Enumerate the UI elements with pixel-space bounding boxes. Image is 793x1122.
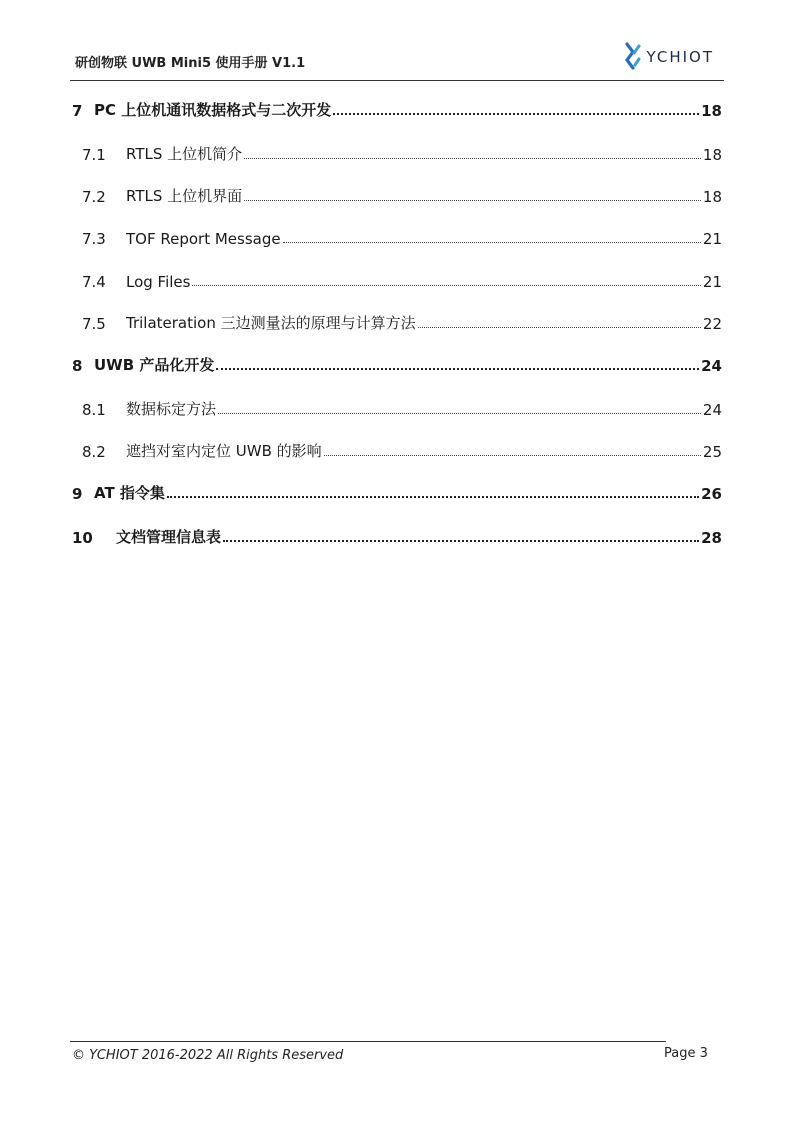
toc-entry-7[interactable] <box>70 96 722 120</box>
toc-page: 24 <box>701 357 722 375</box>
toc-number: 7.4 <box>82 273 106 291</box>
footer-page-number: Page 3 <box>664 1046 708 1061</box>
toc-number: 10 <box>72 529 93 547</box>
toc-number: 7.2 <box>82 188 106 206</box>
toc-leader <box>192 285 700 286</box>
toc-title: Trilateration 三边测量法的原理与计算方法 <box>126 314 416 332</box>
toc-page: 21 <box>702 230 722 248</box>
document-title: 研创物联 UWB Mini5 使用手册 V1.1 <box>75 56 306 71</box>
toc-leader <box>218 413 701 414</box>
toc-number: 7.5 <box>82 315 106 333</box>
toc-entry-10[interactable] <box>70 523 722 547</box>
toc-page: 24 <box>702 401 722 419</box>
toc-leader <box>216 368 699 370</box>
company-logo <box>625 42 715 72</box>
toc-page: 22 <box>702 315 722 333</box>
toc-title: TOF Report Message <box>126 230 281 248</box>
toc-leader <box>244 200 701 201</box>
toc-entry-8[interactable] <box>70 351 722 375</box>
toc-page: 18 <box>702 188 722 206</box>
toc-number: 8.1 <box>82 401 106 419</box>
toc-leader <box>324 455 701 456</box>
toc-title: RTLS 上位机简介 <box>126 145 243 163</box>
toc-page: 18 <box>701 102 722 120</box>
toc-page: 21 <box>702 273 722 291</box>
toc-number: 7.1 <box>82 146 106 164</box>
toc-entry-9[interactable] <box>70 479 722 503</box>
logo-text: YCHIOT <box>646 48 714 66</box>
footer-copyright: © YCHIOT 2016-2022 All Rights Reserved <box>72 1048 344 1063</box>
toc-page: 18 <box>702 146 722 164</box>
toc-page: 25 <box>702 443 722 461</box>
toc-leader <box>244 158 701 159</box>
toc-entry-8-1[interactable] <box>70 395 722 419</box>
toc-entry-8-2[interactable] <box>70 437 722 461</box>
toc-leader <box>333 113 699 115</box>
toc-entry-7-1[interactable] <box>70 140 722 164</box>
toc-number: 7.3 <box>82 230 106 248</box>
toc-entry-7-5[interactable] <box>70 309 722 333</box>
toc-entry-7-3[interactable] <box>70 224 722 248</box>
ychiot-logo-icon <box>625 42 641 72</box>
toc-title: AT 指令集 <box>94 484 165 502</box>
toc-entry-7-2[interactable] <box>70 182 722 206</box>
toc-title: 文档管理信息表 <box>116 528 222 546</box>
toc-page: 28 <box>701 529 722 547</box>
toc-title: 数据标定方法 <box>126 400 217 418</box>
toc-title: 遮挡对室内定位 UWB 的影响 <box>126 442 322 460</box>
page-header <box>70 40 724 81</box>
toc-leader <box>418 327 701 328</box>
toc-number: 9 <box>72 485 83 503</box>
toc-title: PC 上位机通讯数据格式与二次开发 <box>94 101 332 119</box>
toc-leader <box>283 242 701 243</box>
toc-leader <box>223 540 699 542</box>
toc-title: RTLS 上位机界面 <box>126 187 243 205</box>
toc-number: 8.2 <box>82 443 106 461</box>
toc-title: UWB 产品化开发 <box>94 356 215 374</box>
toc-title: Log Files <box>126 273 191 291</box>
toc-page: 26 <box>701 485 722 503</box>
toc-entry-7-4[interactable] <box>70 267 722 291</box>
toc-leader <box>167 496 699 498</box>
toc-number: 7 <box>72 102 83 120</box>
footer-divider <box>70 1041 666 1042</box>
toc-number: 8 <box>72 357 83 375</box>
